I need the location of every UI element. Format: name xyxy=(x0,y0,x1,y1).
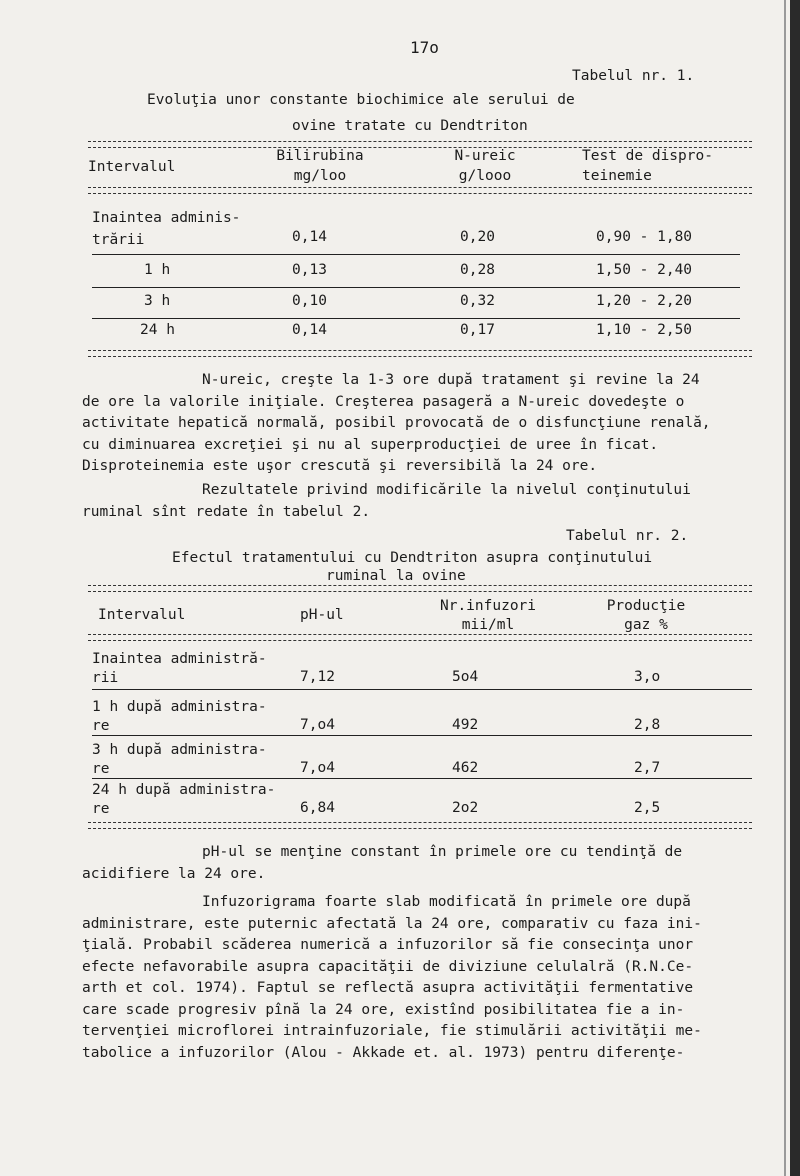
table1-header-rule xyxy=(88,187,752,194)
table1-header-interval: Intervalul xyxy=(88,159,176,175)
table1-header-bilirubina: Bilirubina mg/loo xyxy=(276,148,364,184)
table1-row4-ureic: 0,17 xyxy=(460,322,495,338)
table2-header-gaz: Producţie gaz % xyxy=(606,598,686,633)
paragraph-infuzorigrama: Infuzorigrama foarte slab modificată în primele ore după administrare, este puternic afectată la 24 ore, comparativ cu faza ini- ţială. Probabil scăderea numerică a infuzorilor să fie consecinţa unor efecte nefavorabile asupra capacităţii de diviziune celulalră (R.N.Ce- arth et col. 1974). Faptul se reflectă asupra activităţii fermentative care scade progresiv pînă la 24 ore, existînd posibilitatea fie a in- tervenţiei microflorei intrainfuzoriale, fie stimulării activităţii me- tabolice a infuzorilor (Alou - Akkade et. al. 1973) pentru diferenţe- xyxy=(82,894,702,1061)
table2-header-rule xyxy=(88,634,752,641)
table1-label: Tabelul nr. 1. xyxy=(572,68,695,84)
table1-bottom-rule xyxy=(88,350,752,357)
table1-row4-bilirubina: 0,14 xyxy=(292,322,327,338)
table1-row3-ureic: 0,32 xyxy=(460,293,495,309)
table2-row3-gaz: 2,7 xyxy=(634,760,661,776)
table1-row-rule xyxy=(92,287,740,288)
table1-header-ureic: N-ureic g/looo xyxy=(454,148,516,184)
table2-row1-interval: Inaintea administră- rii xyxy=(92,651,267,686)
table1-row1-bilirubina: 0,14 xyxy=(292,229,327,245)
table1-row1-interval: Inaintea adminis- trării xyxy=(92,210,241,248)
table2-row1-infuzori: 5o4 xyxy=(452,669,479,685)
table1-row4-test: 1,10 - 2,50 xyxy=(596,322,693,338)
table2-header-interval: Intervalul xyxy=(98,607,186,623)
table2-title-line2: ruminal la ovine xyxy=(326,568,466,584)
table2-top-rule xyxy=(88,585,752,592)
table1-title-line1: Evoluţia unor constante biochimice ale serului de xyxy=(147,92,575,108)
table2-row-rule xyxy=(92,735,752,736)
table1-title-line2: ovine tratate cu Dendtriton xyxy=(292,118,528,134)
table1-row2-test: 1,50 - 2,40 xyxy=(596,262,693,278)
table1-row3-bilirubina: 0,10 xyxy=(292,293,327,309)
table2-row4-ph: 6,84 xyxy=(300,800,335,816)
table2-row1-ph: 7,12 xyxy=(300,669,335,685)
table2-row2-infuzori: 492 xyxy=(452,717,479,733)
table2-row3-infuzori: 462 xyxy=(452,760,479,776)
table2-row2-ph: 7,o4 xyxy=(300,717,335,733)
page-binding-shadow xyxy=(784,0,786,1176)
table1-row4-interval: 24 h xyxy=(140,322,175,338)
table2-row3-interval: 3 h după administra- re xyxy=(92,742,267,777)
table1-row2-ureic: 0,28 xyxy=(460,262,495,278)
table2-bottom-rule xyxy=(88,822,752,829)
table2-row1-gaz: 3,o xyxy=(634,669,661,685)
table1-header-test: Test de dispro- teinemie xyxy=(582,148,713,184)
table1-row1-test: 0,90 - 1,80 xyxy=(596,229,693,245)
paragraph-ph: pH-ul se menţine constant în primele ore cu tendinţă de acidifiere la 24 ore. xyxy=(82,844,683,882)
table2-row4-interval: 24 h după administra- re xyxy=(92,782,276,817)
page-number: 17o xyxy=(410,38,439,57)
table2-row2-interval: 1 h după administra- re xyxy=(92,699,267,734)
table1-row3-interval: 3 h xyxy=(144,293,171,309)
table2-header-ph: pH-ul xyxy=(300,607,344,623)
table2-row-rule xyxy=(92,778,752,779)
table2-label: Tabelul nr. 2. xyxy=(566,528,689,544)
table2-title-line1: Efectul tratamentului cu Dendtriton asupra conţinutului xyxy=(172,550,653,566)
table2-row3-ph: 7,o4 xyxy=(300,760,335,776)
table2-header-infuzori: Nr.infuzori mii/ml xyxy=(439,598,537,633)
table1-row-rule xyxy=(92,318,740,319)
table1-row2-interval: 1 h xyxy=(144,262,171,278)
paragraph-n-ureic: N-ureic, creşte la 1-3 ore după tratament şi revine la 24 de ore la valorile iniţiale. Creşterea pasageră a N-ureic dovedeşte o activitate hepatică normală, posibil provocată de o disfuncţiune renală, cu diminuarea excreţiei şi nu al superproducţiei de uree în ficat. Disproteinemia este uşor crescută şi reversibilă la 24 ore. xyxy=(82,372,711,474)
table1-row1-ureic: 0,20 xyxy=(460,229,495,245)
table1-row-rule xyxy=(92,254,740,255)
table2-row-rule xyxy=(92,689,752,690)
page-binding-edge xyxy=(790,0,800,1176)
table2-row4-infuzori: 2o2 xyxy=(452,800,479,816)
table2-row4-gaz: 2,5 xyxy=(634,800,661,816)
paragraph-rezultate: Rezultatele privind modificările la nivelul conţinutului ruminal sînt redate în tabelul 2. xyxy=(82,482,691,520)
table2-row2-gaz: 2,8 xyxy=(634,717,661,733)
table1-row2-bilirubina: 0,13 xyxy=(292,262,327,278)
table1-row3-test: 1,20 - 2,20 xyxy=(596,293,693,309)
